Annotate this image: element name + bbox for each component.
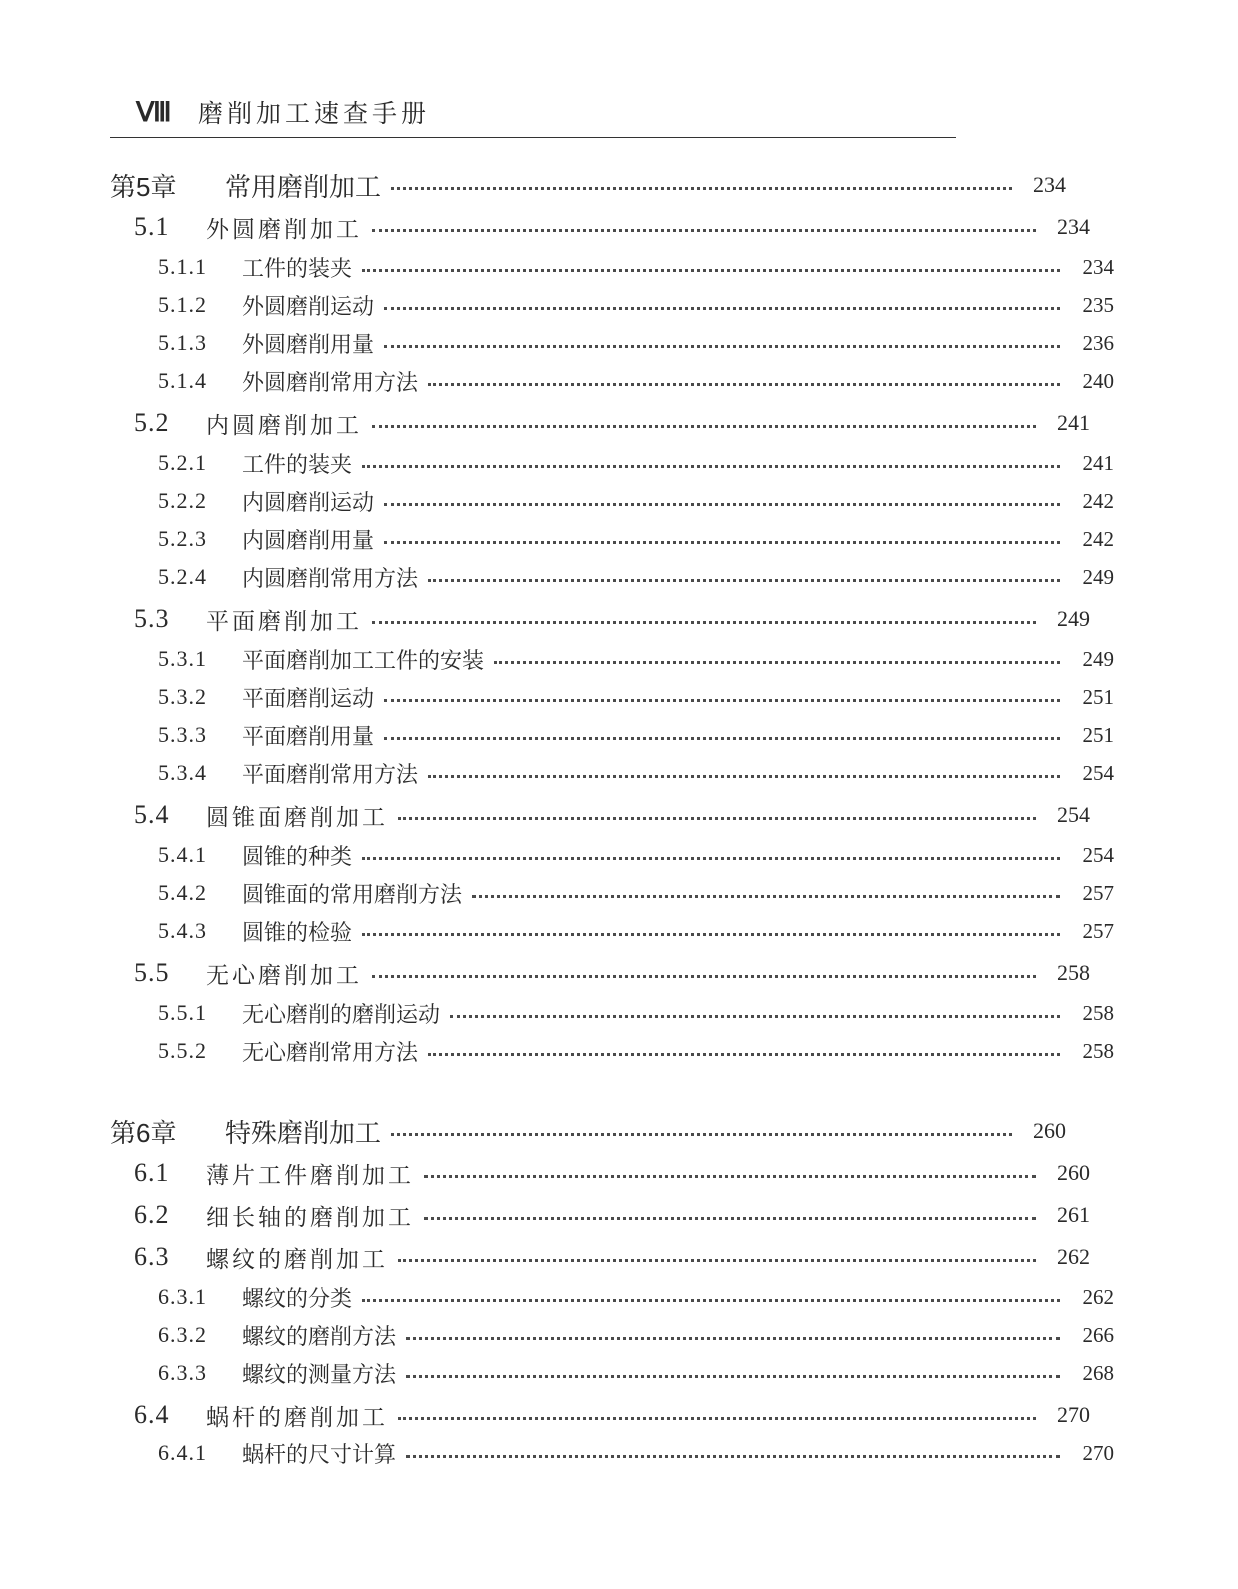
toc-entry-title: 内圆磨削常用方法 [242, 566, 419, 592]
toc-entry-page: 258 [1057, 960, 1090, 985]
toc-entry-page: 257 [1082, 880, 1114, 905]
toc-entry-page: 236 [1082, 330, 1114, 355]
toc-entry-title: 外圆磨削常用方法 [242, 370, 419, 396]
toc-entry-section[interactable] [0, 1154, 1214, 1192]
toc-entry-number: 5.2.4 [158, 564, 207, 589]
toc-entry-title: 圆锥的检验 [242, 920, 353, 946]
toc-entry-page: 242 [1082, 488, 1114, 513]
toc-entry-section[interactable] [0, 954, 1214, 992]
dot-leader [362, 1299, 1060, 1302]
dot-leader [428, 383, 1060, 386]
toc-entry-page: 249 [1082, 646, 1114, 671]
toc-entry-title: 螺纹的磨削方法 [242, 1324, 397, 1350]
toc-entry-page: 266 [1082, 1322, 1114, 1347]
dot-leader [372, 229, 1036, 232]
toc-entry-page: 241 [1057, 410, 1090, 435]
toc-entry-page: 270 [1082, 1440, 1114, 1465]
toc-entry-page: 270 [1057, 1402, 1090, 1427]
toc-entry-title: 特殊磨削加工 [225, 1117, 382, 1148]
dot-leader [406, 1375, 1060, 1378]
toc-entry-title: 工件的装夹 [242, 256, 353, 282]
dot-leader [384, 541, 1060, 544]
dot-leader [362, 269, 1060, 272]
dot-leader [494, 661, 1060, 664]
page-number: Ⅷ [136, 96, 171, 127]
dot-leader [472, 895, 1060, 898]
page-header [136, 92, 956, 132]
toc-entry-number: 6.1 [134, 1158, 170, 1187]
toc-entry-title: 平面磨削常用方法 [242, 762, 419, 788]
toc-entry-title: 平面磨削运动 [242, 686, 375, 712]
toc-entry-page: 249 [1057, 606, 1090, 631]
toc-entry-title: 平面磨削加工工件的安装 [242, 648, 485, 674]
toc-entry-page: 241 [1082, 450, 1114, 475]
toc-entry-chapter[interactable] [0, 166, 1190, 204]
toc-entry-number: 5.5.2 [158, 1038, 207, 1063]
toc-entry-section[interactable] [0, 1196, 1214, 1234]
toc-entry-number: 5.4.3 [158, 918, 207, 943]
toc-entry-number: 6.4 [134, 1400, 170, 1429]
toc-entry-page: 240 [1082, 368, 1114, 393]
toc-entry-title: 外圆磨削用量 [242, 332, 375, 358]
toc-entry-page: 260 [1057, 1160, 1090, 1185]
toc-entry-number: 5.4.1 [158, 842, 207, 867]
toc-entry-title: 螺纹的测量方法 [242, 1362, 397, 1388]
toc-entry-subsection[interactable] [0, 286, 1238, 324]
toc-entry-number: 5.3 [134, 604, 170, 633]
toc-entry-subsection[interactable] [0, 716, 1238, 754]
dot-leader [428, 579, 1060, 582]
dot-leader [406, 1455, 1060, 1458]
toc-entry-subsection[interactable] [0, 754, 1238, 792]
toc-entry-subsection[interactable] [0, 520, 1238, 558]
dot-leader [428, 1053, 1060, 1056]
toc-entry-subsection[interactable] [0, 640, 1238, 678]
dot-leader [384, 503, 1060, 506]
toc-entry-page: 260 [1033, 1118, 1066, 1143]
toc-entry-title: 蜗杆的磨削加工 [206, 1404, 388, 1431]
toc-entry-page: 258 [1082, 1000, 1114, 1025]
toc-entry-page: 235 [1082, 292, 1114, 317]
toc-entry-title: 细长轴的磨削加工 [206, 1204, 414, 1231]
toc-entry-page: 251 [1082, 684, 1114, 709]
toc-entry-number: 5.5 [134, 958, 170, 987]
toc-entry-number: 第6章 [110, 1117, 177, 1148]
toc-entry-page: 262 [1057, 1244, 1090, 1269]
toc-entry-page: 242 [1082, 526, 1114, 551]
toc-entry-page: 234 [1033, 172, 1066, 197]
toc-entry-number: 5.2.2 [158, 488, 207, 513]
dot-leader [372, 621, 1036, 624]
toc-entry-subsection[interactable] [0, 1316, 1238, 1354]
dot-leader [424, 1217, 1036, 1220]
toc-entry-number: 6.3 [134, 1242, 170, 1271]
dot-leader [428, 775, 1060, 778]
toc-entry-page: 254 [1057, 802, 1090, 827]
toc-entry-section[interactable] [0, 796, 1214, 834]
toc-entry-title: 内圆磨削用量 [242, 528, 375, 554]
toc-entry-subsection[interactable] [0, 874, 1238, 912]
toc-entry-title: 无心磨削常用方法 [242, 1040, 419, 1066]
toc-entry-subsection[interactable] [0, 912, 1238, 950]
toc-entry-number: 5.1 [134, 212, 170, 241]
toc-entry-title: 内圆磨削加工 [206, 412, 362, 439]
toc-entry-title: 圆锥面磨削加工 [206, 804, 388, 831]
toc-entry-subsection[interactable] [0, 678, 1238, 716]
toc-entry-page: 268 [1082, 1360, 1114, 1385]
toc-entry-subsection[interactable] [0, 1032, 1238, 1070]
toc-entry-number: 第5章 [110, 171, 177, 202]
toc-entry-number: 5.3.4 [158, 760, 207, 785]
toc-entry-title: 平面磨削用量 [242, 724, 375, 750]
toc-entry-number: 5.2.1 [158, 450, 207, 475]
toc-entry-number: 5.3.2 [158, 684, 207, 709]
toc-entry-subsection[interactable] [0, 362, 1238, 400]
dot-leader [384, 737, 1060, 740]
toc-entry-title: 螺纹的分类 [242, 1286, 353, 1312]
toc-entry-subsection[interactable] [0, 248, 1238, 286]
toc-entry-section[interactable] [0, 208, 1214, 246]
toc-entry-title: 螺纹的磨削加工 [206, 1246, 388, 1273]
toc-entry-page: 258 [1082, 1038, 1114, 1063]
toc-entry-title: 外圆磨削加工 [206, 216, 362, 243]
toc-entry-page: 234 [1057, 214, 1090, 239]
toc-entry-number: 5.2 [134, 408, 170, 437]
toc-entry-title: 常用磨削加工 [225, 171, 382, 202]
dot-leader [362, 465, 1060, 468]
toc-entry-number: 6.3.1 [158, 1284, 207, 1309]
toc-entry-title: 无心磨削加工 [206, 962, 362, 989]
toc-entry-subsection[interactable] [0, 994, 1238, 1032]
toc-entry-subsection[interactable] [0, 324, 1238, 362]
toc-entry-number: 5.1.3 [158, 330, 207, 355]
toc-entry-subsection[interactable] [0, 558, 1238, 596]
toc-entry-title: 圆锥面的常用磨削方法 [242, 882, 463, 908]
toc-entry-number: 5.3.3 [158, 722, 207, 747]
toc-entry-section[interactable] [0, 1238, 1214, 1276]
toc-entry-subsection[interactable] [0, 1354, 1238, 1392]
dot-leader [362, 933, 1060, 936]
toc-entry-number: 5.1.4 [158, 368, 207, 393]
dot-leader [391, 1133, 1012, 1136]
toc-entry-subsection[interactable] [0, 482, 1238, 520]
toc-entry-title: 蜗杆的尺寸计算 [242, 1442, 397, 1468]
dot-leader [391, 187, 1012, 190]
toc-entry-chapter[interactable] [0, 1112, 1190, 1150]
toc-entry-page: 234 [1082, 254, 1114, 279]
toc-entry-title: 外圆磨削运动 [242, 294, 375, 320]
dot-leader [384, 345, 1060, 348]
dot-leader [406, 1337, 1060, 1340]
toc-entry-subsection[interactable] [0, 444, 1238, 482]
toc-entry-number: 5.2.3 [158, 526, 207, 551]
toc-entry-title: 平面磨削加工 [206, 608, 362, 635]
toc-entry-number: 5.1.2 [158, 292, 207, 317]
dot-leader [384, 699, 1060, 702]
toc-entry-subsection[interactable] [0, 836, 1238, 874]
toc-entry-number: 6.4.1 [158, 1440, 207, 1465]
toc-entry-title: 内圆磨削运动 [242, 490, 375, 516]
toc-entry-page: 261 [1057, 1202, 1090, 1227]
toc-entry-section[interactable] [0, 1396, 1214, 1434]
dot-leader [424, 1175, 1036, 1178]
toc-entry-page: 257 [1082, 918, 1114, 943]
toc-entry-title: 无心磨削的磨削运动 [242, 1002, 441, 1028]
dot-leader [384, 307, 1060, 310]
dot-leader [398, 1417, 1036, 1420]
toc-entry-number: 6.2 [134, 1200, 170, 1229]
toc-entry-page: 249 [1082, 564, 1114, 589]
dot-leader [362, 857, 1060, 860]
toc-entry-number: 5.4 [134, 800, 170, 829]
toc-entry-number: 6.3.2 [158, 1322, 207, 1347]
toc-entry-title: 圆锥的种类 [242, 844, 353, 870]
dot-leader [398, 817, 1036, 820]
toc-entry-page: 254 [1082, 760, 1114, 785]
toc-entry-number: 5.5.1 [158, 1000, 207, 1025]
toc-entry-section[interactable] [0, 404, 1214, 442]
dot-leader [398, 1259, 1036, 1262]
toc-entry-subsection[interactable] [0, 1434, 1238, 1472]
dot-leader [372, 975, 1036, 978]
toc-entry-subsection[interactable] [0, 1278, 1238, 1316]
toc-entry-number: 6.3.3 [158, 1360, 207, 1385]
toc-entry-section[interactable] [0, 600, 1214, 638]
toc-entry-page: 262 [1082, 1284, 1114, 1309]
dot-leader [450, 1015, 1060, 1018]
book-title: 磨削加工速查手册 [198, 99, 431, 128]
dot-leader [372, 425, 1036, 428]
toc-entry-number: 5.3.1 [158, 646, 207, 671]
toc-entry-title: 薄片工件磨削加工 [206, 1162, 414, 1189]
toc-entry-number: 5.1.1 [158, 254, 207, 279]
header-rule [110, 137, 956, 138]
toc-entry-page: 251 [1082, 722, 1114, 747]
toc-entry-title: 工件的装夹 [242, 452, 353, 478]
toc-entry-page: 254 [1082, 842, 1114, 867]
toc-entry-number: 5.4.2 [158, 880, 207, 905]
